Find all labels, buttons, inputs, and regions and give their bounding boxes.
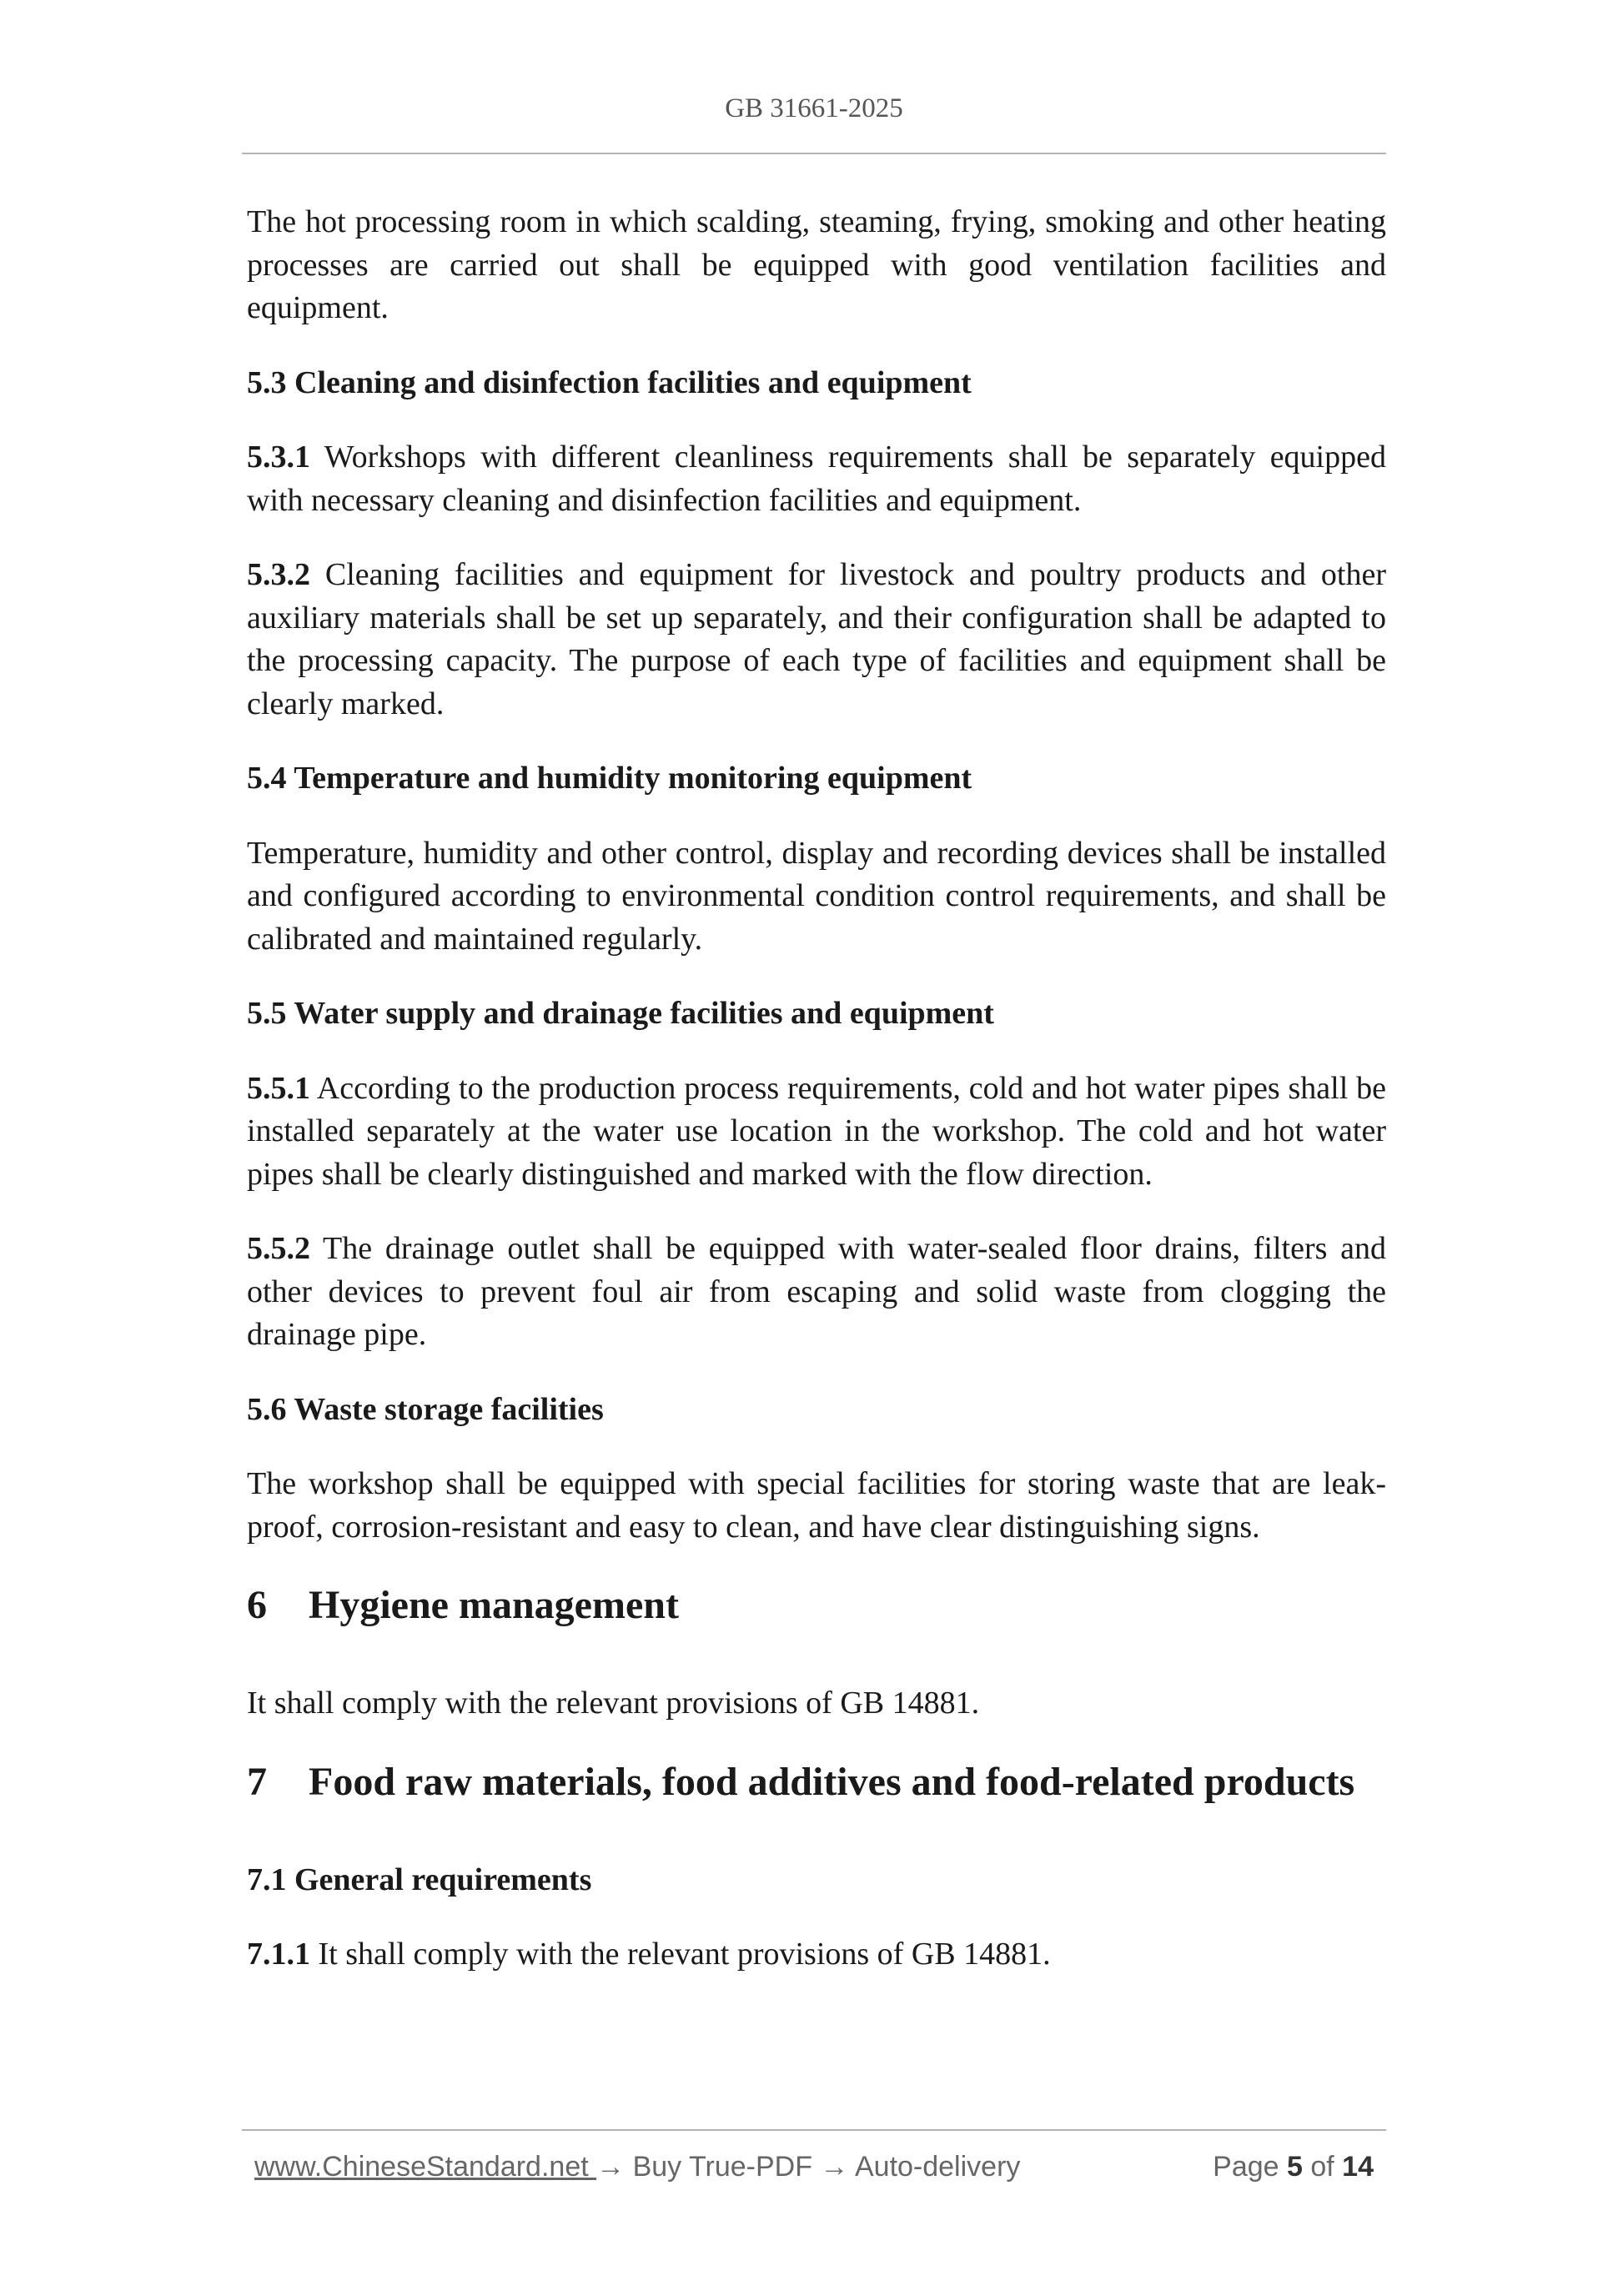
heading-5-3: 5.3 Cleaning and disinfection facilities and equipment	[247, 364, 972, 400]
heading-5-5: 5.5 Water supply and drainage facilities and equipment	[247, 996, 994, 1031]
current-page-number: 5	[1287, 2151, 1303, 2183]
clause-7-1-1	[247, 1933, 1386, 1977]
clause-5-3-2	[247, 554, 1386, 726]
heading-5-4: 5.4 Temperature and humidity monitoring equipment	[247, 761, 972, 796]
page-header-title: GB 31661-2025	[725, 93, 903, 123]
document-body	[247, 201, 1386, 2008]
page-footer	[254, 2146, 1380, 2188]
arrow-right-icon: →	[820, 2151, 849, 2183]
clause-text: Workshops with different cleanliness requirements shall be separately equipped with necessary cleaning and disinfection facilities and equipment.	[247, 440, 1386, 518]
footer-divider	[242, 2129, 1386, 2131]
paragraph-5-4: Temperature, humidity and other control, display and recording devices shall be installed and configured according to environmental condition control requirements, and shall be calibrated and maintained regularly.	[247, 835, 1386, 957]
clause-text: The drainage outlet shall be equipped with water-sealed floor drains, filters and other devices to prevent foul air from escaping and solid waste from clogging the drainage pipe.	[247, 1231, 1386, 1352]
arrow-right-icon: →	[596, 2151, 626, 2183]
paragraph-6: It shall comply with the relevant provisions of GB 14881.	[247, 1686, 980, 1721]
clause-text: It shall comply with the relevant provisions of GB 14881.	[310, 1937, 1051, 1972]
section-title: Hygiene management	[309, 1583, 679, 1627]
section-number: 7	[247, 1759, 267, 1804]
heading-5-6: 5.6 Waste storage facilities	[247, 1391, 604, 1427]
total-pages-number: 14	[1342, 2151, 1374, 2183]
buy-true-pdf-text: Buy True-PDF	[625, 2151, 821, 2183]
auto-delivery-text: Auto-delivery	[848, 2151, 1021, 2183]
clause-5-5-2	[247, 1228, 1386, 1357]
page-label: Page	[1213, 2151, 1287, 2183]
paragraph-5-6: The workshop shall be equipped with special facilities for storing waste that are leak-proof, corrosion-resistant and easy to clean, and have clear distinguishing signs.	[247, 1466, 1386, 1545]
page-counter	[1213, 2146, 1374, 2188]
clause-number: 5.5.1	[247, 1070, 310, 1106]
heading-7	[247, 1757, 1386, 1807]
clause-5-3-1	[247, 436, 1386, 522]
section-title: Food raw materials, food additives and food-related products	[309, 1759, 1355, 1804]
clause-number: 5.3.2	[247, 557, 310, 592]
paragraph-hot-processing: The hot processing room in which scalding, steaming, frying, smoking and other heating processes are carried out shall be equipped with good ventilation facilities and equipment.	[247, 204, 1386, 325]
heading-6	[247, 1580, 1386, 1630]
clause-number: 5.5.2	[247, 1231, 310, 1266]
clause-text: According to the production process requirements, cold and hot water pipes shall be installed separately at the water use location in the workshop. The cold and hot water pipes shall be clearly distinguished and marked with the flow direction.	[247, 1070, 1386, 1192]
section-number: 6	[247, 1583, 267, 1627]
header-divider	[242, 153, 1386, 154]
clause-number: 5.3.1	[247, 440, 310, 475]
clause-text: Cleaning facilities and equipment for livestock and poultry products and other auxiliary materials shall be set up separately, and their configuration shall be adapted to the processing capacity. The purpose of each type of facilities and equipment shall be clearly marked.	[247, 557, 1386, 721]
clause-number: 7.1.1	[247, 1937, 310, 1972]
heading-7-1: 7.1 General requirements	[247, 1861, 592, 1897]
chinesestandard-link[interactable]: www.ChineseStandard.net	[254, 2151, 597, 2183]
clause-5-5-1	[247, 1068, 1386, 1197]
of-label: of	[1302, 2151, 1343, 2183]
